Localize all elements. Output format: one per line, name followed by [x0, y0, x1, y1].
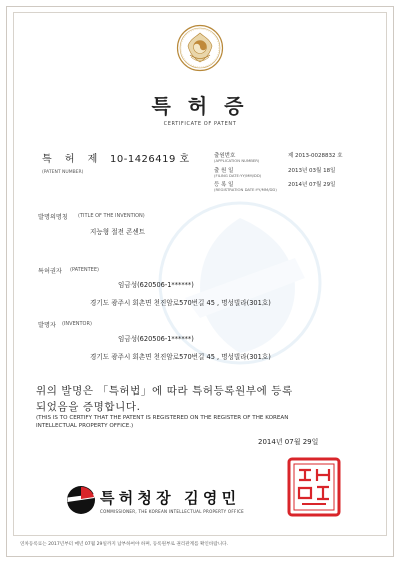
patentee-name: 임금성(620506-1******) — [118, 281, 194, 289]
application-number-label: 출원번호 — [214, 153, 236, 159]
patentee-label-en: (PATENTEE) — [70, 267, 99, 273]
application-number-value: 제 2013-0028832 호 — [288, 153, 343, 159]
registration-date-label: 등 록 일 — [214, 182, 234, 188]
invention-title: 지능형 절전 콘센트 — [90, 228, 146, 236]
inventor-label-en: (INVENTOR) — [62, 321, 92, 327]
registration-date-value: 2014년 07월 29일 — [288, 182, 336, 188]
patentee-address: 경기도 광주시 회촌면 천진암로570번길 45 , 명성빌라(301호) — [90, 299, 271, 307]
inventor-label: 발명자 — [38, 322, 56, 329]
filing-date-label: 출 원 일 — [214, 168, 234, 174]
certificate-subtitle: CERTIFICATE OF PATENT — [163, 121, 237, 127]
patentee-label: 특허권자 — [38, 268, 62, 275]
filing-date-value: 2013년 03월 18일 — [288, 168, 336, 174]
commissioner-title: 특허청장 김영민 — [100, 489, 241, 507]
filing-date-label-en: (FILING DATE:YY/MM/DD) — [214, 173, 262, 178]
footer-note: 연차등록료는 2017년부터 매년 07월 29일까지 납부하여야 하며, 등록원부로 권리관계를 확인바랍니다. — [20, 542, 229, 547]
patent-number-label: 특 허 제 — [42, 154, 103, 165]
inventor-name: 임금성(620506-1******) — [118, 335, 194, 343]
patent-number-value: 10-1426419 호 — [110, 154, 190, 165]
invention-title-label-en: (TITLE OF THE INVENTION) — [78, 213, 145, 219]
inventor-address: 경기도 광주시 회촌면 천진암로570번길 45 , 명성빌라(301호) — [90, 353, 271, 361]
national-seal-icon — [176, 24, 224, 72]
declaration-english-line1: (THIS IS TO CERTIFY THAT THE PATENT IS REGISTERED ON THE REGISTER OF THE KOREAN — [36, 415, 289, 421]
certificate-title: 특 허 증 — [151, 94, 249, 118]
official-red-stamp-icon — [286, 456, 342, 518]
issue-date: 2014년 07월 29일 — [258, 438, 319, 446]
commissioner-title-en: COMMISSIONER, THE KOREAN INTELLECTUAL PROPERTY OFFICE — [100, 509, 244, 514]
declaration-english-line2: INTELLECTUAL PROPERTY OFFICE.) — [36, 423, 134, 429]
patent-number-label-en: (PATENT NUMBER) — [42, 170, 84, 175]
declaration-korean-line2: 되었음을 증명합니다. — [36, 401, 141, 413]
application-number-label-en: (APPLICATION NUMBER) — [214, 158, 260, 163]
declaration-korean-line1: 위의 발명은 「특허법」에 따라 특허등록원부에 등록 — [36, 385, 293, 397]
registration-date-label-en: (REGISTRATION DATE:YY/MM/DD) — [214, 187, 277, 192]
kipo-logo-icon — [66, 485, 96, 515]
invention-title-label: 발명의명칭 — [38, 214, 68, 221]
